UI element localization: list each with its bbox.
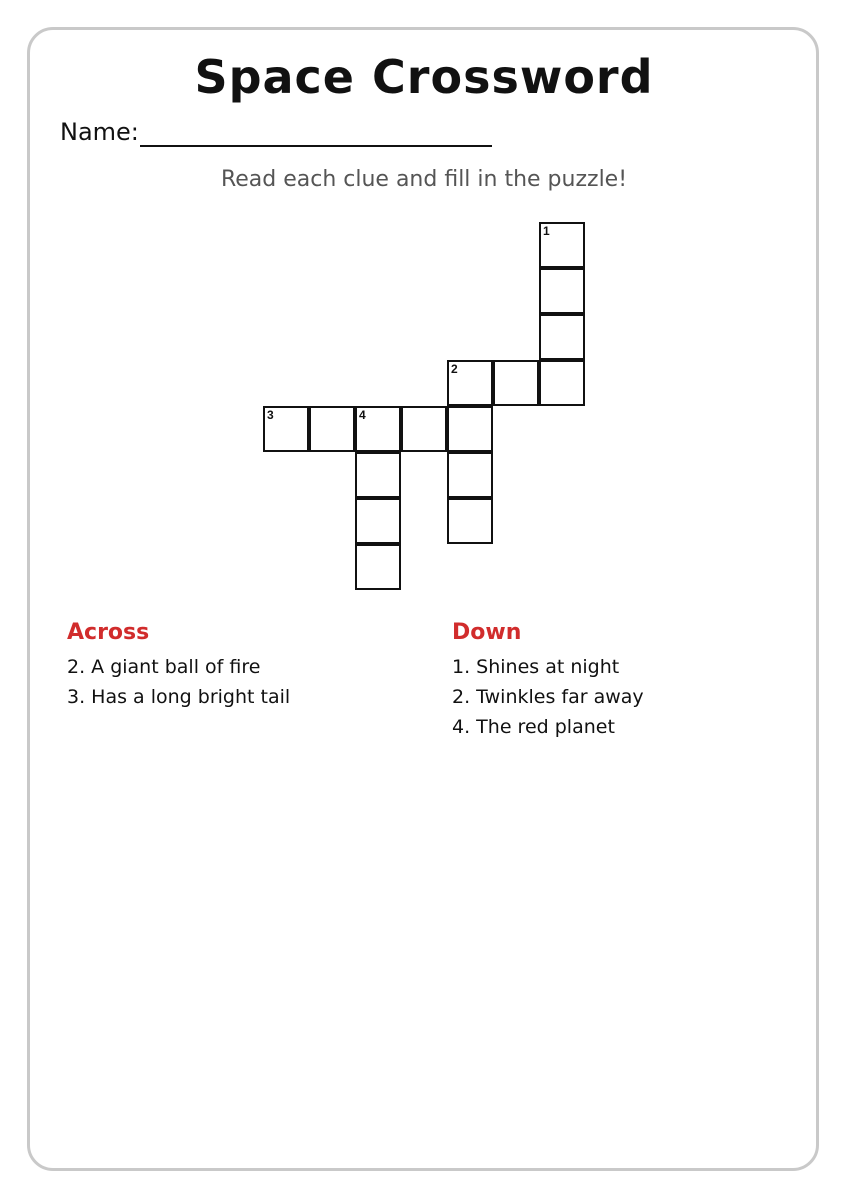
down-clue: 2. Twinkles far away (452, 686, 644, 708)
clue-number: 4 (359, 408, 366, 422)
crossword-cell[interactable] (447, 406, 493, 452)
crossword-cell[interactable] (447, 360, 493, 406)
crossword-cell[interactable] (447, 452, 493, 498)
crossword-cell[interactable] (355, 406, 401, 452)
instructions: Read each clue and fill in the puzzle! (220, 167, 628, 192)
crossword-cell[interactable] (447, 498, 493, 544)
crossword-cell[interactable] (539, 360, 585, 406)
down-heading: Down (452, 620, 522, 645)
crossword-cell[interactable] (263, 406, 309, 452)
clue-number: 2 (451, 362, 458, 376)
crossword-cell[interactable] (539, 314, 585, 360)
across-clue: 3. Has a long bright tail (67, 686, 291, 708)
name-label: Name: (60, 118, 139, 146)
worksheet-title: Space Crossword (194, 50, 654, 104)
name-field-line[interactable] (140, 145, 492, 147)
crossword-cell[interactable] (309, 406, 355, 452)
crossword-cell[interactable] (539, 222, 585, 268)
across-heading: Across (67, 620, 150, 645)
crossword-cell[interactable] (355, 544, 401, 590)
crossword-cell[interactable] (401, 406, 447, 452)
crossword-cell[interactable] (355, 498, 401, 544)
down-clue: 1. Shines at night (452, 656, 620, 678)
across-clue: 2. A giant ball of fire (67, 656, 261, 678)
worksheet-border (27, 27, 819, 1171)
down-clue: 4. The red planet (452, 716, 615, 738)
crossword-cell[interactable] (493, 360, 539, 406)
clue-number: 1 (543, 224, 550, 238)
crossword-cell[interactable] (355, 452, 401, 498)
crossword-cell[interactable] (539, 268, 585, 314)
clue-number: 3 (267, 408, 274, 422)
